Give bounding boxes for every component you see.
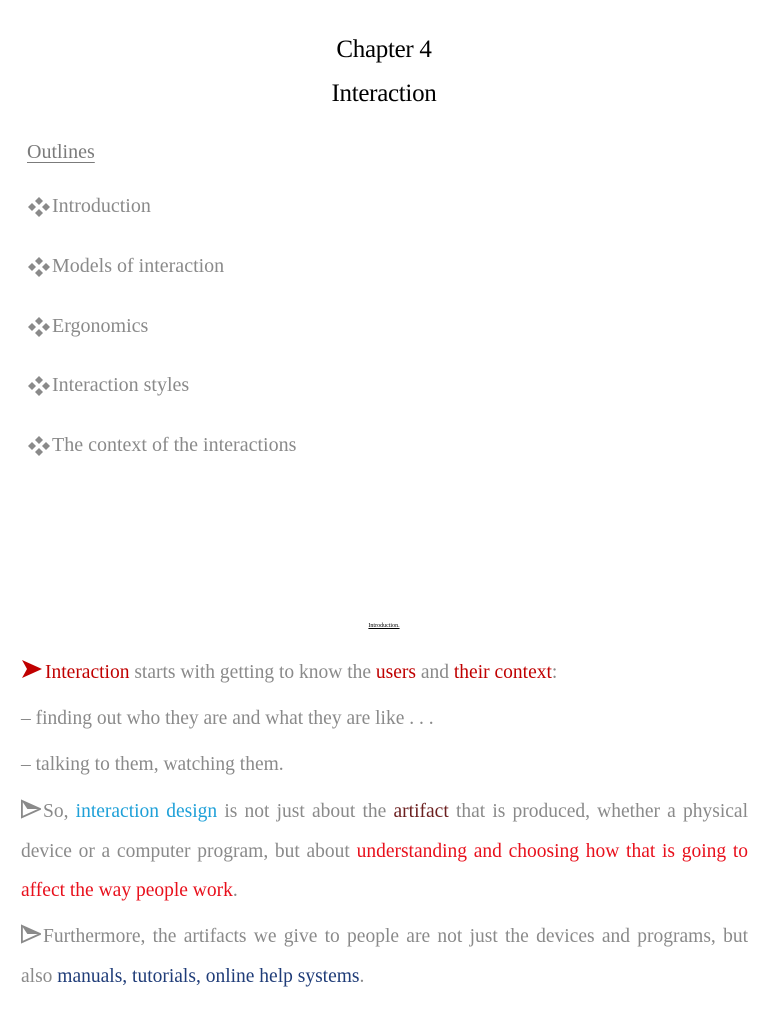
paragraph-furthermore (21, 917, 748, 996)
outline-item (27, 315, 296, 375)
term-artifact: artifact (393, 801, 449, 822)
section-heading: Introduction. (368, 623, 400, 629)
outline-item (27, 255, 296, 315)
outline-item-label: Introduction (52, 195, 151, 217)
outline-item-label: The context of the interactions (52, 434, 297, 457)
term-understanding: understanding and choosing how that is going to affect the way people work (21, 840, 748, 902)
text-span: that is produced, whether a physical device or a computer program, but about (21, 801, 748, 862)
text-span: and (415, 662, 454, 683)
arrow-bullet-icon (21, 658, 43, 680)
term-interaction-design: interaction design (75, 801, 218, 822)
text-span: . (232, 880, 238, 902)
diamond-cluster-icon (27, 257, 52, 279)
paragraph-interaction-design (21, 792, 748, 911)
text-span: : (551, 662, 558, 683)
text-span: is not just about the (217, 801, 394, 822)
outlines-heading: Outlines (27, 141, 95, 163)
outline-item (27, 434, 296, 494)
outline-item-label: Ergonomics (52, 314, 149, 337)
outline-item (27, 374, 296, 434)
arrow-bullet-icon (21, 799, 41, 819)
term-users: users (375, 662, 416, 683)
paragraph-talking: – talking to them, watching them. (21, 754, 284, 775)
outline-list (27, 195, 296, 494)
text-span: Furthermore, the artifacts we give to people are not just the devices and programs, but also (21, 926, 748, 987)
outline-item-label: Models of interaction (52, 254, 225, 277)
term-interaction: Interaction (45, 662, 130, 683)
text-span: starts with getting to know the (129, 662, 376, 683)
diamond-cluster-icon (27, 197, 52, 219)
term-manuals: manuals, tutorials, online help systems (57, 965, 360, 987)
paragraph-finding-out: – finding out who they are and what they are like . . . (21, 708, 434, 729)
arrow-bullet-icon (21, 924, 41, 944)
text-span: So, (43, 801, 76, 822)
diamond-cluster-icon (27, 376, 52, 398)
outline-item-label: Interaction styles (52, 374, 190, 397)
paragraph-interaction-intro (21, 658, 748, 684)
diamond-cluster-icon (27, 317, 52, 339)
term-their-context: their context (453, 662, 552, 683)
chapter-number: Chapter 4 (336, 36, 432, 63)
chapter-title: Interaction (331, 80, 437, 107)
outline-item (27, 195, 296, 255)
text-span: . (359, 965, 365, 987)
diamond-cluster-icon (27, 436, 52, 458)
